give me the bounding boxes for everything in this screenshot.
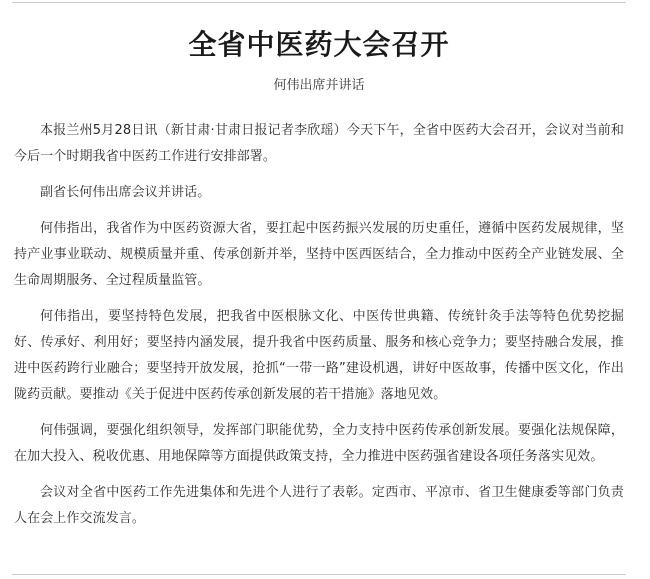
article-paragraph-commendation: 会议对全省中医药工作先进集体和先进个人进行了表彰。定西市、平凉市、省卫生健康委等部门负责人在会上作交流发言。: [14, 485, 624, 526]
article-body: [14, 118, 624, 532]
article-paragraph-development: 何伟指出，要坚持特色发展，把我省中医根脉文化、中医传世典籍、传统针灸手法等特色优势挖掘好、传承好、利用好；要坚持内涵发展，提升我省中医药质量、服务和核心竞争力；要坚持融合发展，推进中医药跨行业融合；要坚持开放发展，抢抓“一带一路”建设机遇，讲好中医故事，传播中医文化，作出陇药贡献。要推动《关于促进中医药传承创新发展的若干措施》落地见效。: [14, 309, 624, 402]
article-title: 全省中医药大会召开: [188, 28, 450, 61]
article-paragraph-attendance: 副省长何伟出席会议并讲话。: [40, 185, 211, 200]
article-paragraph-guarantee: 何伟强调，要强化组织领导，发挥部门职能优势，全力支持中医药传承创新发展。要强化法规保障，在加大投入、税收优惠、用地保障等方面提供政策支持，全力推进中医药强省建设各项任务落实见效。: [14, 423, 624, 464]
article-paragraph-lead: 本报兰州5月28日讯（新甘肃·甘肃日报记者李欣瑶）今天下午，全省中医药大会召开，会议对当前和今后一个时期我省中医药工作进行安排部署。: [14, 123, 624, 164]
article-paragraph-responsibility: 何伟指出，我省作为中医药资源大省，要扛起中医药振兴发展的历史重任，遵循中医药发展规律，坚持产业事业联动、规模质量并重、传承创新并举，坚持中医西医结合，全力推动中医药全产业链发展、全生命周期服务、全过程质量监管。: [14, 221, 624, 288]
article-subtitle: 何伟出席并讲话: [273, 78, 365, 93]
bottom-divider: [12, 574, 626, 575]
news-article: [14, 0, 624, 542]
